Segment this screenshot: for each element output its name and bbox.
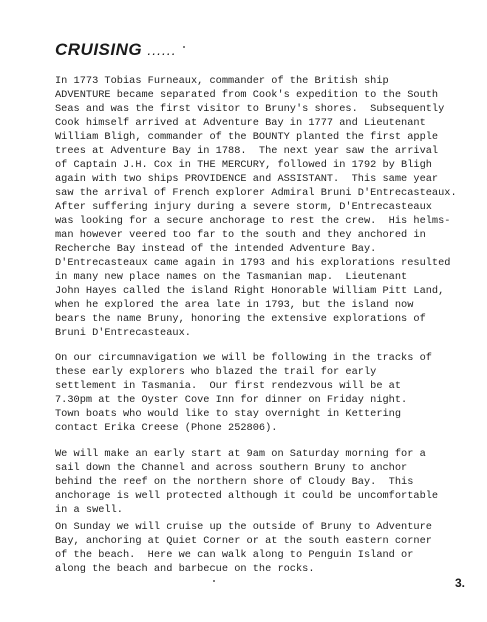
text-line: bears the name Bruny, honoring the extensive explorations of (55, 313, 426, 325)
text-line: 7.30pm at the Oyster Cove Inn for dinner on Friday night. (55, 394, 408, 406)
page-number: 3. (455, 576, 466, 590)
text-line: We will make an early start at 9am on Saturday morning for a (55, 448, 426, 460)
text-line: was looking for a secure anchorage to rest the crew. His helms- (55, 215, 451, 227)
heading-ellipsis: ...... (147, 42, 177, 58)
text-line: in many new place names on the Tasmanian map. Lieutenant (55, 271, 408, 283)
text-line: In 1773 Tobias Furneaux, commander of the British ship (55, 75, 389, 87)
text-line: D'Entrecasteaux came again in 1793 and his explorations resulted (55, 257, 451, 269)
text-line: Town boats who would like to stay overnight in Kettering (55, 408, 402, 420)
text-line: After suffering injury during a severe storm, D'Entrecasteaux (55, 201, 432, 213)
text-line: settlement in Tasmania. Our first rendezvous will be at (55, 380, 402, 392)
section-heading (55, 40, 177, 60)
text-line: Seas and was the first visitor to Bruny's shores. Subsequently (55, 103, 445, 115)
scan-speck (183, 46, 185, 48)
text-line: these early explorers who blazed the trail for early (55, 366, 377, 378)
text-line: anchorage is well protected although it could be uncomfortable (55, 490, 439, 502)
text-line: again with two ships PROVIDENCE and ASSISTANT. This same year (55, 173, 439, 185)
text-line: in a swell. (55, 504, 123, 516)
text-line: when he explored the area late in 1793, but the island now (55, 299, 414, 311)
text-line: of the beach. Here we can walk along to Penguin Island or (55, 549, 414, 561)
text-line: behind the reef on the northern shore of Cloudy Bay. This (55, 476, 414, 488)
text-line: contact Erika Creese (Phone 252806). (55, 422, 278, 434)
text-line: man however veered too far to the south and they anchored in (55, 229, 426, 241)
text-line: ADVENTURE became separated from Cook's expedition to the South (55, 89, 439, 101)
text-line: of Captain J.H. Cox in THE MERCURY, followed in 1792 by Bligh (55, 159, 432, 171)
text-line: saw the arrival of French explorer Admiral Bruni D'Entrecasteaux. (55, 187, 457, 199)
scan-speck (213, 580, 215, 582)
text-line: trees at Adventure Bay in 1788. The next year saw the arrival (55, 145, 439, 157)
text-line: Bruni D'Entrecasteaux. (55, 327, 191, 339)
text-line: Bay, anchoring at Quiet Corner or at the south eastern corner (55, 535, 432, 547)
text-line: along the beach and barbecue on the rocks. (55, 563, 315, 575)
text-line: sail down the Channel and across southern Bruny to anchor (55, 462, 408, 474)
text-line: John Hayes called the island Right Honorable William Pitt Land, (55, 285, 445, 297)
text-line: William Bligh, commander of the BOUNTY planted the first apple (55, 131, 439, 143)
text-line: Cook himself arrived at Adventure Bay in 1777 and Lieutenant (55, 117, 426, 129)
heading-title: CRUISING (55, 40, 143, 59)
text-line: Recherche Bay instead of the intended Adventure Bay. (55, 243, 377, 255)
text-line: On Sunday we will cruise up the outside of Bruny to Adventure (55, 521, 432, 533)
text-line: On our circumnavigation we will be following in the tracks of (55, 352, 432, 364)
